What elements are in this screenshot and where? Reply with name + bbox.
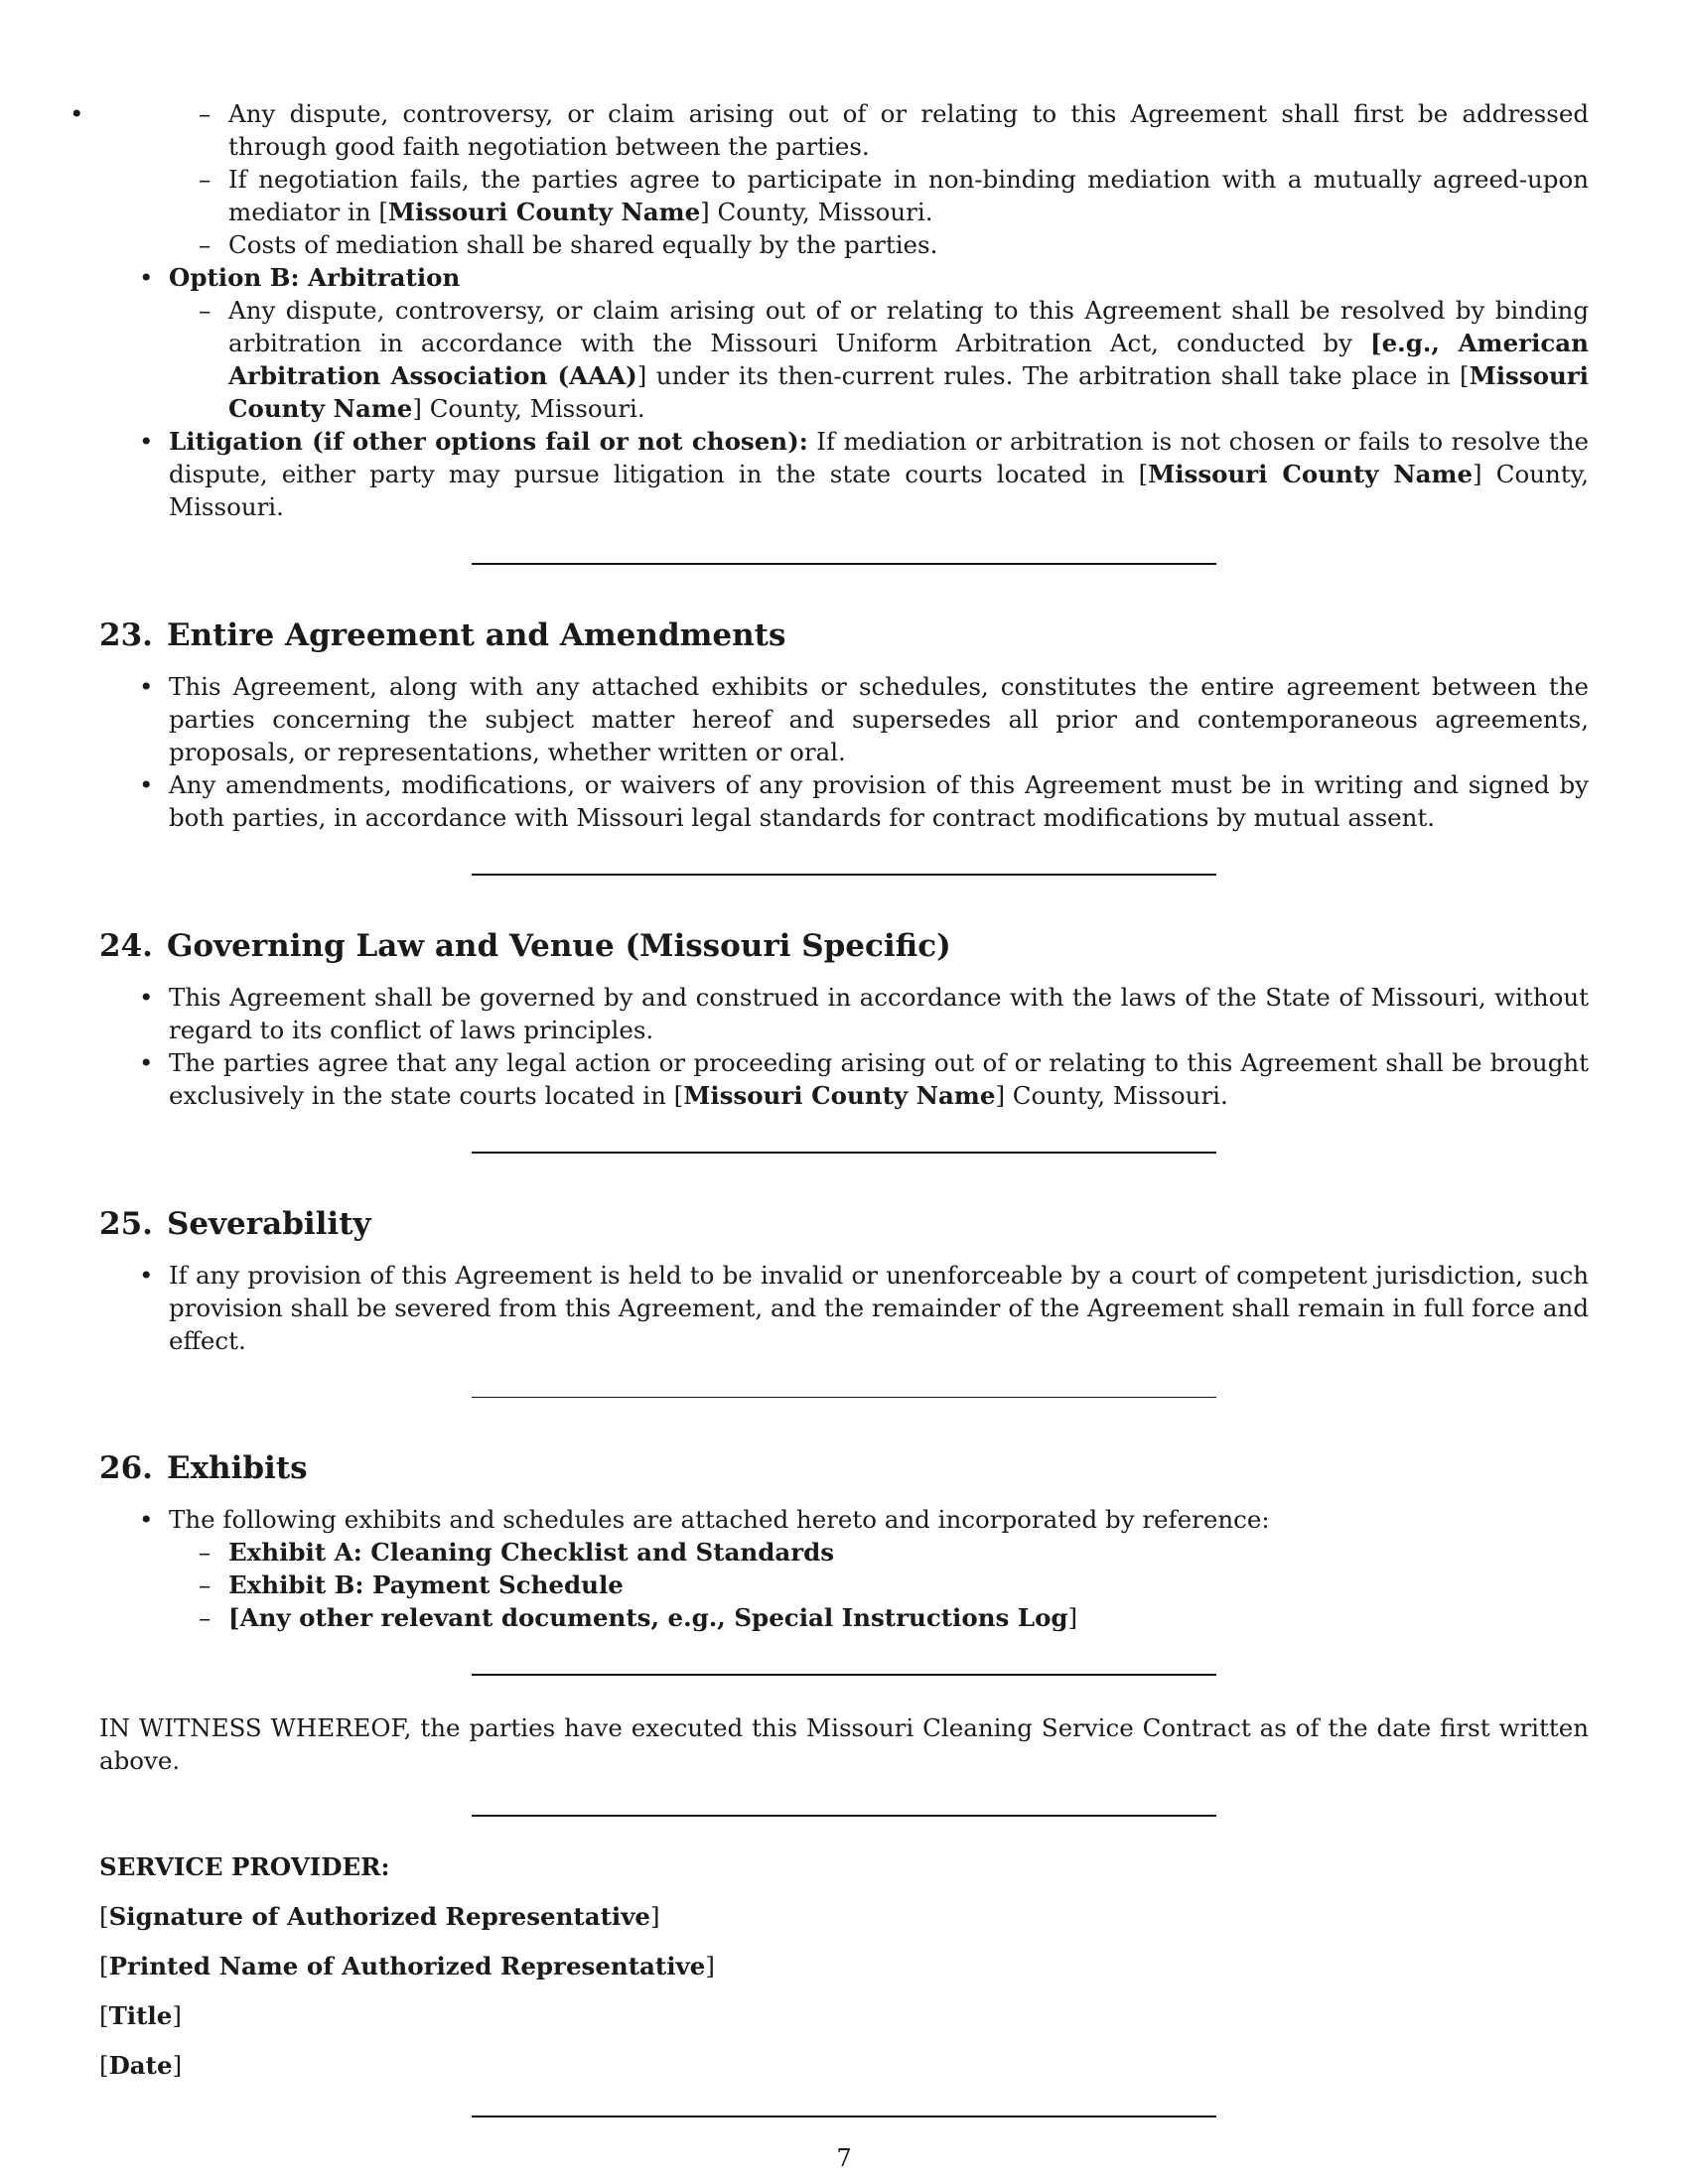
- section-26: [99, 1449, 1589, 1634]
- option-a-subitems: [99, 97, 1589, 261]
- list-item: • If any provision of this Agreement is held to be invalid or unenforceable by a court of competent jurisdiction, such provision shall be severed from this Agreement, and the remainder of the Agreement shall remain in full force and effect.: [99, 1259, 1589, 1357]
- option-b-label: Option B: Arbitration: [169, 263, 461, 292]
- exhibits-list: [99, 1536, 1589, 1634]
- section-divider: [472, 1152, 1216, 1154]
- list-item: • This Agreement, along with any attached exhibits or schedules, constitutes the entire agreement between the parties concerning the subject matter hereof and supersedes all prior and contemporaneous agreements, proposals, or representations, whether written or oral.: [99, 670, 1589, 768]
- section-26-list: [99, 1503, 1589, 1634]
- list-item: • The parties agree that any legal action or proceeding arising out of or relating to this Agreement shall be brought exclusively in the state courts located in [Missouri County Name] County, Missouri.: [99, 1046, 1589, 1112]
- section-divider: [472, 1674, 1216, 1676]
- dispute-options-list: [99, 97, 1589, 523]
- section-23-list: [99, 670, 1589, 834]
- option-b-item: [99, 261, 1589, 425]
- witness-clause: IN WITNESS WHEREOF, the parties have executed this Missouri Cleaning Service Contract as of the date first written above.: [99, 1713, 1589, 1775]
- list-item: • This Agreement shall be governed by and construed in accordance with the laws of the State of Missouri, without regard to its conflict of laws principles.: [99, 981, 1589, 1046]
- exhibit-item: – Exhibit B: Payment Schedule: [99, 1569, 1589, 1601]
- section-divider: [472, 563, 1216, 565]
- list-item: – Costs of mediation shall be shared equally by the parties.: [99, 228, 1589, 261]
- list-item: – Any dispute, controversy, or claim arising out of or relating to this Agreement shall be resolved by binding arbitration in accordance with the Missouri Uniform Arbitration Act, conducted by [e.g., American Arbitration Association (AAA)] under its then-current rules. The arbitration shall take place in [Missouri County Name] County, Missouri.: [99, 294, 1589, 425]
- list-item: – If negotiation fails, the parties agree to participate in non-binding mediation with a mutually agreed-upon mediator in [Missouri County Name] County, Missouri.: [99, 163, 1589, 228]
- section-divider: [472, 2116, 1216, 2117]
- option-a-continuation: [30, 97, 1589, 261]
- document-page: [99, 97, 1589, 2159]
- section-24: [99, 927, 1589, 1112]
- exhibit-item: – Exhibit A: Cleaning Checklist and Standards: [99, 1536, 1589, 1569]
- exhibit-item: – [Any other relevant documents, e.g., Special Instructions Log]: [99, 1601, 1589, 1634]
- section-heading: 23. Entire Agreement and Amendments: [99, 617, 786, 653]
- title-line: [Title]: [99, 2001, 182, 2030]
- list-item: • Any amendments, modifications, or waivers of any provision of this Agreement must be in writing and signed by both parties, in accordance with Missouri legal standards for contract modifications by mutual assent.: [99, 768, 1589, 834]
- signature-heading: SERVICE PROVIDER:: [99, 1852, 390, 1881]
- printed-name-line: [Printed Name of Authorized Representative]: [99, 1952, 715, 1980]
- date-line: [Date]: [99, 2051, 183, 2080]
- option-b-subitems: [99, 294, 1589, 425]
- section-divider: [472, 1397, 1216, 1398]
- page-number: 7: [836, 2144, 852, 2172]
- section-heading: 26. Exhibits: [99, 1450, 308, 1486]
- signature-block: [99, 1850, 1589, 2082]
- section-22-continuation: [99, 97, 1589, 523]
- section-heading: 25. Severability: [99, 1206, 371, 1242]
- section-23: [99, 616, 1589, 834]
- litigation-item: • Litigation (if other options fail or not chosen): If mediation or arbitration is not chosen or fails to resolve the dispute, either party may pursue litigation in the state courts located in [Missouri County Name] County, Missouri.: [99, 425, 1589, 523]
- list-item: – • Any dispute, controversy, or claim arising out of or relating to this Agreement shall first be addressed through good faith negotiation between the parties.: [99, 97, 1589, 163]
- signature-line: [Signature of Authorized Representative]: [99, 1902, 660, 1931]
- list-item: • The following exhibits and schedules are attached hereto and incorporated by reference: – Exhibit A: Cleaning Checklist and Standards – Exhibit B: Payment Schedule – [Any other relevant documents, e.g., Special Instructions Log]: [99, 1503, 1589, 1634]
- section-25: [99, 1205, 1589, 1357]
- section-24-list: [99, 981, 1589, 1112]
- section-heading: 24. Governing Law and Venue (Missouri Specific): [99, 928, 951, 964]
- section-25-list: [99, 1259, 1589, 1357]
- section-divider: [472, 874, 1216, 876]
- section-divider: [472, 1815, 1216, 1817]
